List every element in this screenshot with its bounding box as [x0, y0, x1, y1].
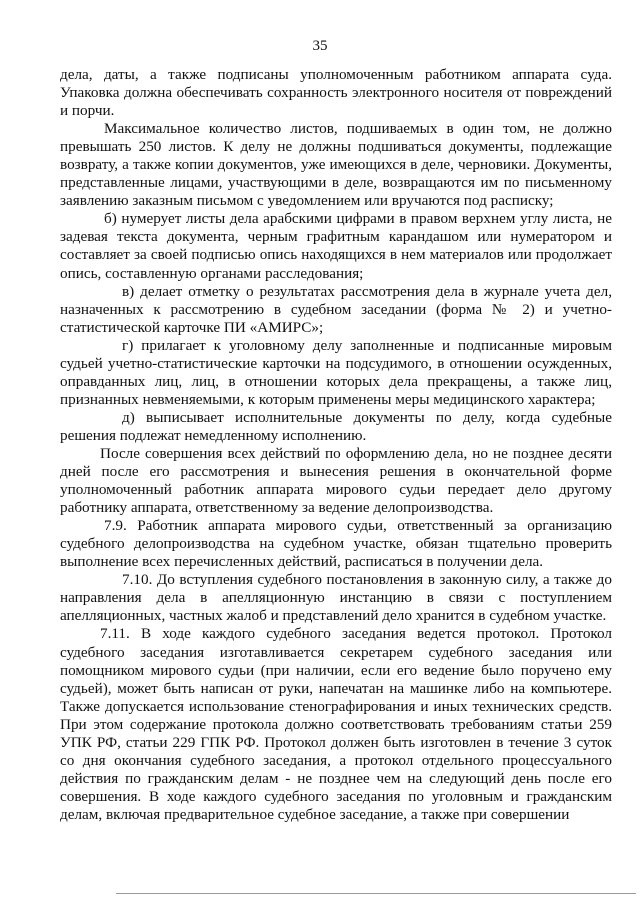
- paragraph-continuation: дела, даты, а также подписаны уполномоченным работником аппарата суда. Упаковка должна обеспечивать сохранность электронного носителя от повреждений и порчи.: [60, 66, 612, 120]
- paragraph-item-v: в) делает отметку о результатах рассмотрения дела в журнале учета дел, назначенных к рассмотрению в судебном заседании (форма № 2) и учетно-статистической карточке ПИ «АМИРС»;: [60, 282, 612, 336]
- paragraph-7-10: 7.10. До вступления судебного постановления в законную силу, а также до направления дела в апелляционную инстанцию в связи с поступлением апелляционных, частных жалоб и представлений дело хранится в судебном участке.: [60, 571, 612, 625]
- paragraph-7-9: 7.9. Работник аппарата мирового судьи, ответственный за организацию судебного делопроизводства на судебном участке, обязан тщательно проверить выполнение всех перечисленных действий, расписаться в получении дела.: [60, 517, 612, 571]
- paragraph-max-sheets: Максимальное количество листов, подшиваемых в один том, не должно превышать 250 листов. К делу не должны подшиваться документы, подлежащие возврату, а также копии документов, уже имеющихся в деле, черновики. Документы, представленные лицами, участвующими в деле, возвращаются им по письменному заявлению заказным письмом с уведомлением или вручаются под расписку;: [60, 120, 612, 210]
- paragraph-item-g: г) прилагает к уголовному делу заполненные и подписанные мировым судьей учетно-статистические карточки на подсудимого, в отношении осужденных, оправданных лиц, лиц, в отношении которых дела прекращены, а также лиц, признанных невменяемыми, к которым применены меры медицинского характера;: [60, 336, 612, 408]
- document-body: [60, 66, 612, 824]
- paragraph-7-11: 7.11. В ходе каждого судебного заседания ведется протокол. Протокол судебного заседания изготавливается секретарем судебного заседания или помощником мирового судьи (при наличии, если его ведение было поручено ему судьей), может быть написан от руки, напечатан на машинке либо на компьютере. Также допускается использование стенографирования и иных технических средств. При этом содержание протокола должно соответствовать требованиям статьи 259 УПК РФ, статьи 229 ГПК РФ. Протокол должен быть изготовлен в течение 3 суток со дня окончания судебного заседания, а протокол отдельного процессуального действия по гражданским делам - не позднее чем на следующий день после его совершения. В ходе каждого судебного заседания по уголовным и гражданским делам, включая предварительное судебное заседание, а также при совершении: [60, 625, 612, 823]
- page-number: 35: [312, 38, 328, 54]
- paragraph-item-b: б) нумерует листы дела арабскими цифрами в правом верхнем углу листа, не задевая текста документа, черным графитным карандашом или нумератором и составляет за своей подписью опись находящихся в нем материалов или продолжает опись, составленную органами расследования;: [60, 210, 612, 282]
- bottom-rule: [116, 893, 636, 894]
- paragraph-after-actions: После совершения всех действий по оформлению дела, но не позднее десяти дней после его рассмотрения и вынесения решения в окончательной форме уполномоченный работник аппарата мирового судьи передает дело другому работнику аппарата, ответственному за ведение делопроизводства.: [60, 444, 612, 517]
- paragraph-item-d: д) выписывает исполнительные документы по делу, когда судебные решения подлежат немедленному исполнению.: [60, 408, 612, 444]
